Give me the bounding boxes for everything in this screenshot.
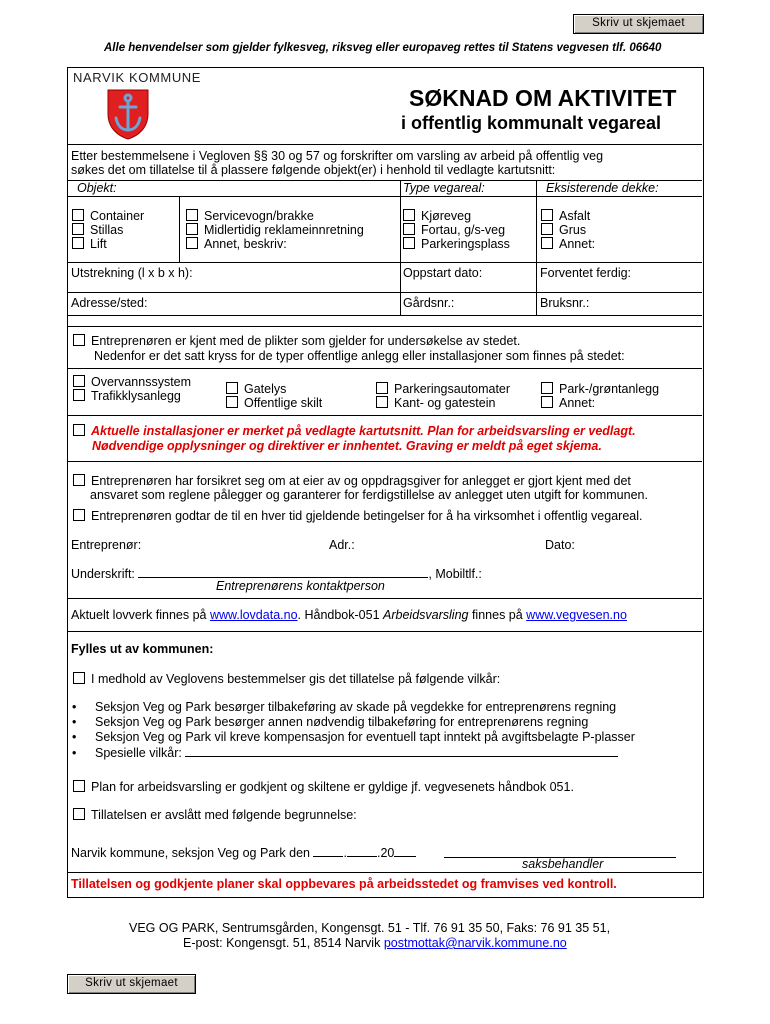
checkbox-installasjon-annet[interactable]: Annet:: [541, 396, 595, 410]
checkbox-parkeringsplass[interactable]: Parkeringsplass: [403, 237, 510, 251]
insured-line-2: ansvaret som reglene pålegger og garanterer for ferdigstillelse av anlegget uten utgift for kommunen.: [90, 488, 648, 502]
form-title: SØKNAD OM AKTIVITET: [409, 85, 677, 111]
checkbox-container[interactable]: Container: [72, 209, 144, 223]
field-oppstart-dato[interactable]: Oppstart dato:: [403, 266, 483, 280]
divider: [68, 292, 702, 293]
checkbox-servicevogn[interactable]: Servicevogn/brakke: [186, 209, 314, 223]
checkbox-parkeringsautomater[interactable]: Parkeringsautomater: [376, 382, 510, 396]
checkbox-kjoreveg[interactable]: Kjøreveg: [403, 209, 471, 223]
bullet-item: • Seksjon Veg og Park besørger tilbakeføring av skade på vegdekke for entreprenørens regning: [72, 700, 617, 714]
divider: [68, 326, 702, 327]
checkbox-accepts-conditions[interactable]: Entreprenøren godtar de til en hver tid gjeldende betingelser for å ha virksomhet i offentlig vegareal.: [73, 509, 642, 523]
field-utstrekning[interactable]: Utstrekning (l x b x h):: [71, 266, 193, 280]
signature-line[interactable]: [138, 566, 428, 578]
checkbox-dekke-annet[interactable]: Annet:: [541, 237, 595, 251]
field-forventet-ferdig[interactable]: Forventet ferdig:: [540, 266, 632, 280]
checkbox-lift[interactable]: Lift: [72, 237, 107, 251]
divider: [68, 415, 702, 416]
red-footer-notice: Tillatelsen og godkjente planer skal oppbevares på arbeidsstedet og framvises ved kontroll.: [71, 877, 617, 891]
print-button-bottom[interactable]: Skriv ut skjemaet: [67, 974, 196, 994]
field-adresse[interactable]: Adresse/sted:: [71, 296, 148, 310]
header-type-vegareal: Type vegareal:: [403, 181, 485, 195]
checkbox-grus[interactable]: Grus: [541, 223, 586, 237]
checkbox-rejected[interactable]: Tillatelsen er avslått med følgende begrunnelse:: [73, 808, 357, 822]
grid-line: [400, 180, 401, 315]
divider: [68, 315, 702, 316]
bullet-item: • Seksjon Veg og Park besørger annen nødvendig tilbakeføring for entreprenørens regning: [72, 715, 589, 729]
coat-of-arms-icon: [106, 88, 150, 140]
top-notice: Alle henvendelser som gjelder fylkesveg, riksveg eller europaveg rettes til Statens vegvesen tlf. 06640: [104, 42, 662, 54]
saksbehandler-caption: saksbehandler: [522, 857, 604, 871]
checkbox-overvannssystem[interactable]: Overvannssystem: [73, 375, 191, 389]
divider: [68, 461, 702, 462]
checkbox-entrepreneur-known[interactable]: Entreprenøren er kjent med de plikter som gjelder for undersøkelse av stedet.: [73, 334, 520, 348]
law-reference: Aktuelt lovverk finnes på www.lovdata.no. Håndbok-051 Arbeidsvarsling finnes på www.vegvesen.no: [71, 608, 627, 622]
checkbox-reklameinnretning[interactable]: Midlertidig reklameinnretning: [186, 223, 364, 237]
footer-email-line: E-post: Kongensgt. 51, 8514 Narvik postmottak@narvik.kommune.no: [183, 936, 567, 950]
grid-line: [179, 196, 180, 262]
checkbox-insured[interactable]: Entreprenøren har forsikret seg om at eier av og oppdragsgiver for anlegget er gjort kjent med det: [73, 474, 631, 488]
installations-instruction: Nedenfor er det satt kryss for de typer offentlige anlegg eller installasjoner som finnes på stedet:: [94, 349, 625, 363]
divider: [68, 872, 702, 873]
intro-line-1: Etter bestemmelsene i Vegloven §§ 30 og 57 og forskrifter om varsling av arbeid på offentlig veg: [71, 149, 604, 163]
footer-address: VEG OG PARK, Sentrumsgården, Kongensgt. 51 - Tlf. 76 91 35 50, Faks: 76 91 35 51,: [129, 921, 611, 935]
signature-date-line[interactable]: Narvik kommune, seksjon Veg og Park den . .20: [71, 845, 416, 860]
divider: [68, 144, 702, 145]
kommune-section-header: Fylles ut av kommunen:: [71, 642, 214, 656]
checkbox-medhold[interactable]: I medhold av Veglovens bestemmelser gis det tillatelse på følgende vilkår:: [73, 672, 500, 686]
divider: [68, 196, 702, 197]
field-dato[interactable]: Dato:: [545, 538, 575, 552]
lovdata-link[interactable]: www.lovdata.no: [209, 608, 298, 622]
checkbox-kant-og-gatestein[interactable]: Kant- og gatestein: [376, 396, 495, 410]
contact-person-caption: Entreprenørens kontaktperson: [216, 579, 385, 593]
checkbox-trafikklysanlegg[interactable]: Trafikklysanlegg: [73, 389, 181, 403]
intro-line-2: søkes det om tillatelse til å plassere følgende objekt(er) i henhold til vedlagte kartutsnitt:: [71, 163, 556, 177]
red-notice-line-2: Nødvendige opplysninger og direktiver er innhentet. Graving er meldt på eget skjema.: [92, 439, 602, 453]
divider: [68, 598, 702, 599]
checkbox-stillas[interactable]: Stillas: [72, 223, 123, 237]
divider: [68, 368, 702, 369]
municipality-name: NARVIK KOMMUNE: [73, 70, 202, 85]
email-link[interactable]: postmottak@narvik.kommune.no: [383, 936, 567, 950]
field-bruksnr[interactable]: Bruksnr.:: [540, 296, 590, 310]
field-gardsnr[interactable]: Gårdsnr.:: [403, 296, 455, 310]
divider: [68, 262, 702, 263]
field-entreprenor[interactable]: Entreprenør:: [71, 538, 142, 552]
checkbox-plan-approved[interactable]: Plan for arbeidsvarsling er godkjent og skiltene er gyldige jf. vegvesenets håndbok 051.: [73, 780, 574, 794]
checkbox-asfalt[interactable]: Asfalt: [541, 209, 590, 223]
grid-line: [536, 180, 537, 315]
checkbox-gatelys[interactable]: Gatelys: [226, 382, 286, 396]
bullet-item-spesielle-vilkar[interactable]: • Spesielle vilkår:: [72, 745, 618, 760]
vegvesen-link[interactable]: www.vegvesen.no: [526, 608, 627, 622]
header-eksisterende-dekke: Eksisterende dekke:: [546, 181, 659, 195]
field-underskrift[interactable]: Underskrift: , Mobiltlf.:: [71, 567, 482, 581]
form-subtitle: i offentlig kommunalt vegareal: [401, 113, 662, 133]
checkbox-fortau[interactable]: Fortau, g/s-veg: [403, 223, 505, 237]
bullet-item: • Seksjon Veg og Park vil kreve kompensasjon for eventuell tapt inntekt på avgiftsbelagte P-plasser: [72, 730, 635, 744]
checkbox-annet-beskriv[interactable]: Annet, beskriv:: [186, 237, 287, 251]
field-adr[interactable]: Adr.:: [329, 538, 355, 552]
divider: [68, 631, 702, 632]
checkbox-installations-marked[interactable]: Aktuelle installasjoner er merket på vedlagte kartutsnitt. Plan for arbeidsvarsling er vedlagt.: [73, 424, 636, 438]
header-objekt: Objekt:: [77, 181, 117, 195]
checkbox-park-grontanlegg[interactable]: Park-/grøntanlegg: [541, 382, 659, 396]
checkbox-offentlige-skilt[interactable]: Offentlige skilt: [226, 396, 322, 410]
print-button-top[interactable]: Skriv ut skjemaet: [573, 14, 704, 34]
